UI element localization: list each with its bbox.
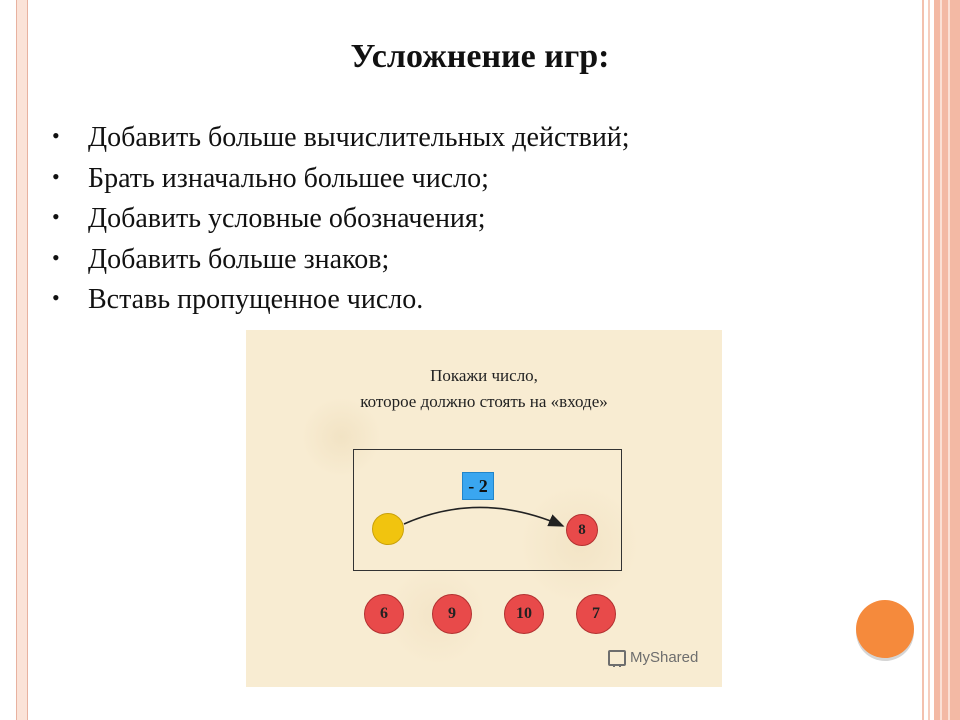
instruction-line-2: которое должно стоять на «входе»: [360, 392, 608, 411]
right-decorative-stripes: [914, 0, 960, 720]
watermark-text: MyShared: [630, 649, 699, 666]
bullet-list: [52, 118, 630, 321]
target-number-circle: 8: [566, 514, 598, 546]
bullet-item: [52, 240, 630, 281]
bullet-dot-icon: •: [52, 285, 60, 311]
operation-box: - 2: [462, 472, 494, 500]
option-circle: 10: [504, 594, 544, 634]
bullet-item: [52, 280, 630, 321]
bullet-item: [52, 118, 630, 159]
presentation-icon: [608, 650, 626, 666]
option-circle: 9: [432, 594, 472, 634]
bullet-dot-icon: •: [52, 163, 60, 189]
option-circle: 6: [364, 594, 404, 634]
instruction-line-1: Покажи число,: [430, 366, 538, 385]
bullet-dot-icon: •: [52, 244, 60, 270]
arrow-icon: [246, 330, 722, 687]
bullet-text: Добавить больше знаков;: [88, 243, 390, 275]
watermark: [608, 649, 698, 666]
input-circle: [372, 513, 404, 545]
bullet-dot-icon: •: [52, 123, 60, 148]
bullet-dot-icon: •: [52, 204, 60, 230]
bullet-text: Добавить условные обозначения;: [88, 203, 486, 235]
slide-title: Усложнение игр:: [350, 38, 610, 75]
left-frame-border: [16, 0, 28, 720]
option-circle: 7: [576, 594, 616, 634]
bullet-item: [52, 199, 630, 240]
bullet-item: [52, 159, 630, 200]
bullet-text: Добавить больше вычислительных действий;: [88, 122, 630, 153]
bullet-text: Брать изначально большее число;: [88, 162, 489, 194]
game-illustration: [246, 330, 722, 687]
bullet-text: Вставь пропущенное число.: [88, 284, 424, 316]
decorative-orange-circle: [856, 600, 914, 658]
